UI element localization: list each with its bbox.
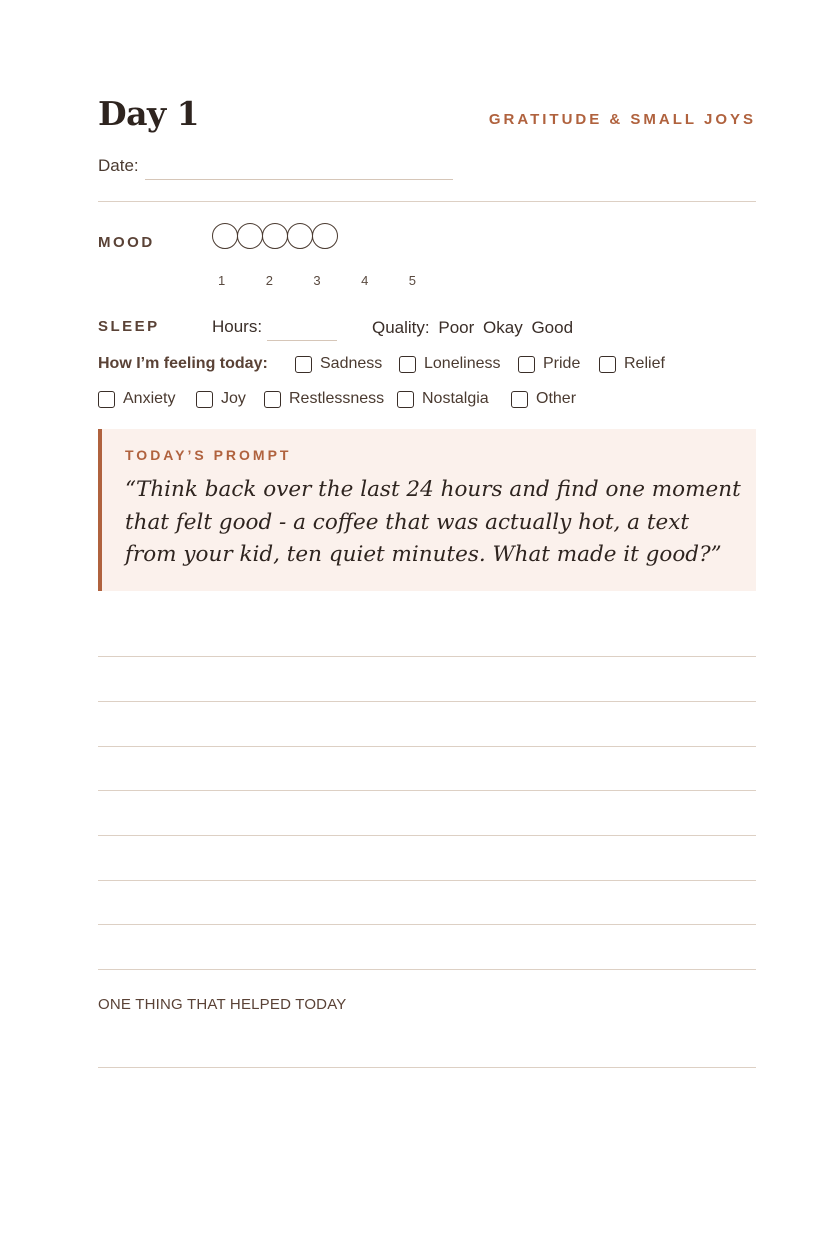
checkbox[interactable] bbox=[264, 391, 281, 408]
feeling-label: Nostalgia bbox=[422, 390, 489, 407]
sleep-quality bbox=[372, 318, 577, 338]
mood-circle-5[interactable] bbox=[312, 223, 338, 249]
feeling-label: Relief bbox=[624, 355, 665, 372]
writing-line[interactable] bbox=[98, 701, 756, 702]
prompt-box bbox=[98, 429, 756, 591]
checkbox[interactable] bbox=[397, 391, 414, 408]
feeling-anxiety[interactable] bbox=[98, 390, 175, 408]
writing-line[interactable] bbox=[98, 835, 756, 836]
feeling-label: Pride bbox=[543, 355, 581, 372]
quality-label: Quality: bbox=[372, 318, 430, 337]
mood-scale-1: 1 bbox=[218, 273, 226, 288]
feeling-other[interactable] bbox=[511, 390, 576, 408]
feelings-label: How I’m feeling today: bbox=[98, 355, 268, 372]
writing-line[interactable] bbox=[98, 924, 756, 925]
checkbox[interactable] bbox=[518, 356, 535, 373]
feeling-loneliness[interactable] bbox=[399, 355, 501, 373]
mood-scale-3: 3 bbox=[313, 273, 321, 288]
mood-label: MOOD bbox=[98, 234, 155, 251]
quality-option-poor[interactable]: Poor bbox=[438, 318, 475, 337]
mood-rating bbox=[212, 223, 337, 249]
mood-circle-1[interactable] bbox=[212, 223, 238, 249]
date-label: Date: bbox=[98, 156, 139, 175]
feeling-label: Loneliness bbox=[424, 355, 501, 372]
feeling-sadness[interactable] bbox=[295, 355, 382, 373]
mood-scale-5: 5 bbox=[408, 273, 416, 288]
feeling-label: Joy bbox=[221, 390, 246, 407]
prompt-title: TODAY’S PROMPT bbox=[125, 447, 292, 463]
checkbox[interactable] bbox=[599, 356, 616, 373]
hours-label: Hours: bbox=[212, 317, 263, 336]
mood-circle-3[interactable] bbox=[262, 223, 288, 249]
feeling-label: Anxiety bbox=[123, 390, 176, 407]
helped-label: ONE THING THAT HELPED TODAY bbox=[98, 996, 347, 1013]
header-divider bbox=[98, 201, 756, 202]
checkbox[interactable] bbox=[98, 391, 115, 408]
sleep-label: SLEEP bbox=[98, 318, 160, 335]
checkbox[interactable] bbox=[399, 356, 416, 373]
mood-circle-2[interactable] bbox=[237, 223, 263, 249]
checkbox[interactable] bbox=[196, 391, 213, 408]
feeling-nostalgia[interactable] bbox=[397, 390, 489, 408]
writing-line[interactable] bbox=[98, 656, 756, 657]
checkbox[interactable] bbox=[511, 391, 528, 408]
feeling-relief[interactable] bbox=[599, 355, 665, 373]
feeling-pride[interactable] bbox=[518, 355, 580, 373]
quality-option-okay[interactable]: Okay bbox=[483, 318, 523, 337]
feeling-label: Restlessness bbox=[289, 390, 385, 407]
page-title: Day 1 bbox=[98, 94, 200, 133]
feeling-restlessness[interactable] bbox=[264, 390, 384, 408]
mood-circle-4[interactable] bbox=[287, 223, 313, 249]
writing-line[interactable] bbox=[98, 746, 756, 747]
writing-line[interactable] bbox=[98, 880, 756, 881]
mood-scale bbox=[218, 273, 456, 288]
helped-field[interactable] bbox=[98, 1067, 756, 1068]
checkbox[interactable] bbox=[295, 356, 312, 373]
feeling-label: Other bbox=[536, 390, 577, 407]
quality-option-good[interactable]: Good bbox=[531, 318, 574, 337]
writing-line[interactable] bbox=[98, 790, 756, 791]
feeling-joy[interactable] bbox=[196, 390, 246, 408]
writing-line[interactable] bbox=[98, 969, 756, 970]
hours-field[interactable] bbox=[267, 340, 337, 341]
mood-scale-4: 4 bbox=[361, 273, 369, 288]
feeling-label: Sadness bbox=[320, 355, 383, 372]
date-field[interactable] bbox=[145, 179, 453, 180]
prompt-text: “Think back over the last 24 hours and find one moment that felt good - a coffee that was actually hot, a text from your kid, ten quiet minutes. What made it good?” bbox=[125, 477, 741, 567]
theme-label: GRATITUDE & SMALL JOYS bbox=[488, 111, 756, 128]
mood-scale-2: 2 bbox=[265, 273, 273, 288]
